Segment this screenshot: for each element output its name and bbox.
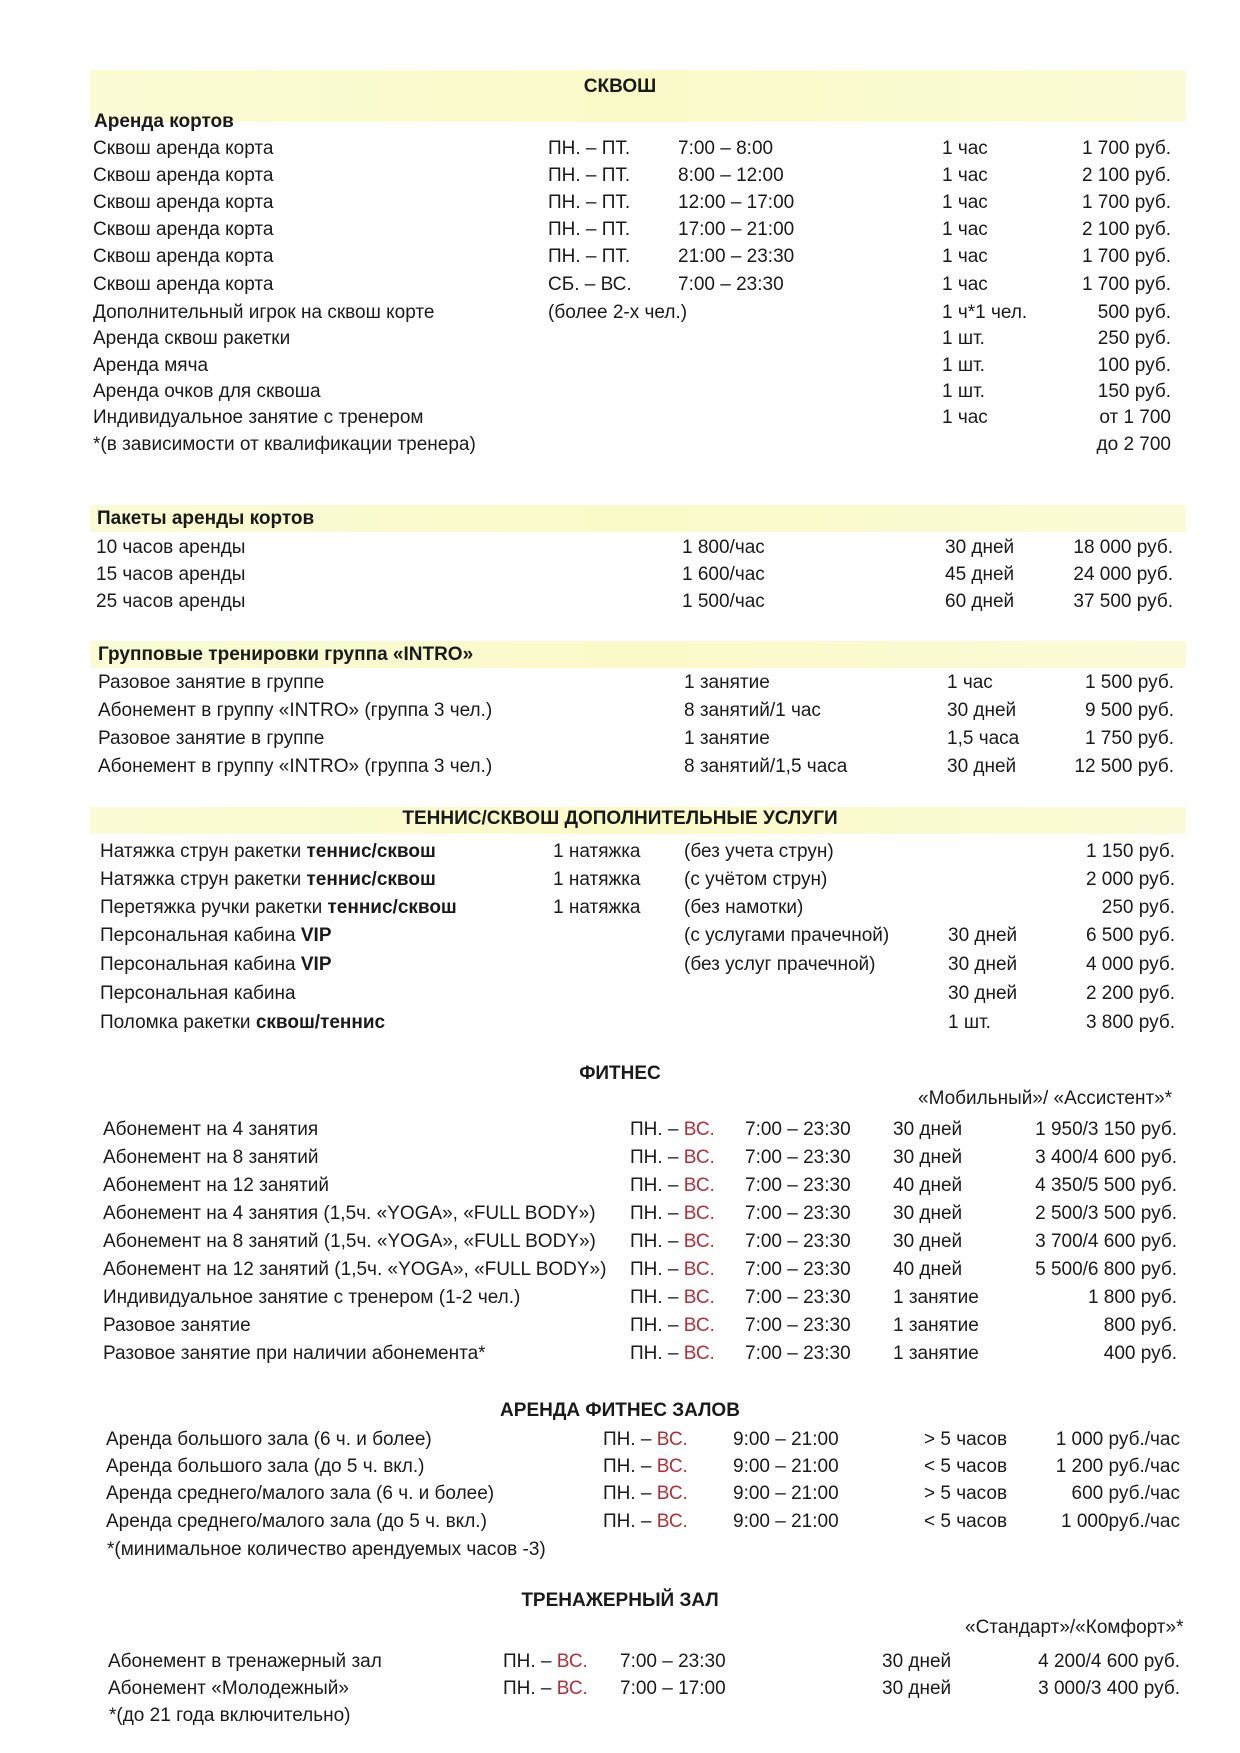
days-start: ПН. – xyxy=(630,1287,684,1308)
row-period: 30 дней xyxy=(893,1203,963,1224)
table-row xyxy=(0,1172,1240,1200)
row-name: Абонемент на 8 занятий (1,5ч. «YOGA», «FULL BODY») xyxy=(103,1231,596,1252)
table-row xyxy=(0,162,1240,190)
row-rate: 1 800/час xyxy=(682,537,765,558)
row-time: 9:00 – 21:00 xyxy=(733,1456,839,1477)
table-row xyxy=(0,922,1240,950)
table-row xyxy=(0,135,1240,163)
days-end: ВС. xyxy=(556,1678,588,1699)
row-days xyxy=(603,1480,688,1508)
row-duration: 1 шт. xyxy=(942,328,985,349)
row-name: Абонемент на 8 занятий xyxy=(103,1147,319,1168)
row-time: 7:00 – 8:00 xyxy=(678,138,774,159)
row-days xyxy=(630,1312,715,1340)
table-row xyxy=(0,1648,1240,1676)
row-time: 9:00 – 21:00 xyxy=(733,1483,839,1504)
days-start: ПН. – xyxy=(630,1259,684,1280)
row-name: Индивидуальное занятие с тренером xyxy=(93,407,424,428)
table-row xyxy=(0,404,1240,432)
row-days xyxy=(603,1508,688,1536)
row-period: 30 дней xyxy=(893,1147,963,1168)
row-price: 1 500 руб. xyxy=(1084,672,1174,693)
row-time: 17:00 – 21:00 xyxy=(678,219,795,240)
row-name: Аренда большого зала (до 5 ч. вкл.) xyxy=(106,1456,425,1477)
footnote: *(до 21 года включительно) xyxy=(109,1705,351,1726)
row-note: (без намотки) xyxy=(684,897,804,918)
section-title-squash: СКВОШ xyxy=(583,76,657,97)
row-price: 2 500/3 500 руб. xyxy=(1035,1203,1177,1224)
row-duration: 1 шт. xyxy=(942,381,985,402)
row-days xyxy=(603,1453,688,1481)
row-price: 800 руб. xyxy=(1103,1315,1177,1336)
table-row xyxy=(0,1116,1240,1144)
table-row xyxy=(0,697,1240,725)
column-note: «Мобильный»/ «Ассистент»* xyxy=(918,1088,1173,1109)
row-price: 1 800 руб. xyxy=(1087,1287,1177,1308)
row-name: Сквош аренда корта xyxy=(93,138,274,159)
days-start: ПН. – xyxy=(603,1429,657,1450)
days-end: ВС. xyxy=(556,1651,588,1672)
row-name-bold: сквош/теннис xyxy=(255,1012,386,1033)
row-name: Разовое занятие в группе xyxy=(98,728,325,749)
table-row xyxy=(0,1340,1240,1368)
row-time: 21:00 – 23:30 xyxy=(678,246,795,267)
row-name: Сквош аренда корта xyxy=(93,219,274,240)
row-days: ПН. – ПТ. xyxy=(548,246,631,267)
row-quantity: 8 занятий/1,5 часа xyxy=(684,756,848,777)
row-quantity: 1 натяжка xyxy=(553,841,641,862)
days-start: ПН. – xyxy=(630,1231,684,1252)
row-period: 1 занятие xyxy=(893,1287,979,1308)
row-name: Аренда сквош ракетки xyxy=(93,328,291,349)
row-name: Абонемент на 4 занятия xyxy=(103,1119,319,1140)
row-condition: > 5 часов xyxy=(924,1483,1008,1504)
subsection-title: Групповые тренировки группа «INTRO» xyxy=(98,644,474,665)
row-name xyxy=(100,838,436,866)
row-quantity: 8 занятий/1 час xyxy=(684,700,821,721)
row-price: 5 500/6 800 руб. xyxy=(1035,1259,1177,1280)
table-row xyxy=(0,534,1240,562)
row-time: 7:00 – 23:30 xyxy=(745,1231,851,1252)
table-row xyxy=(0,189,1240,217)
table-row xyxy=(0,1453,1240,1481)
row-quantity: 1 натяжка xyxy=(553,897,641,918)
row-days: (более 2-х чел.) xyxy=(548,302,688,323)
table-row xyxy=(0,1480,1240,1508)
row-price: 1 700 руб. xyxy=(1081,192,1171,213)
row-name: Разовое занятие xyxy=(103,1315,251,1336)
row-price: 500 руб. xyxy=(1097,302,1171,323)
row-name: Абонемент на 4 занятия (1,5ч. «YOGA», «FULL BODY») xyxy=(103,1203,596,1224)
days-start: ПН. – xyxy=(630,1147,684,1168)
days-start: ПН. – xyxy=(503,1651,557,1672)
row-price: 1 950/3 150 руб. xyxy=(1035,1119,1177,1140)
table-row xyxy=(0,325,1240,353)
row-price: 1 700 руб. xyxy=(1081,246,1171,267)
row-name: Аренда большого зала (6 ч. и более) xyxy=(106,1429,432,1450)
section-title-fitness: ФИТНЕС xyxy=(579,1063,661,1084)
table-row xyxy=(0,725,1240,753)
row-days xyxy=(503,1648,588,1676)
row-price: 3 400/4 600 руб. xyxy=(1035,1147,1177,1168)
row-time: 7:00 – 23:30 xyxy=(745,1315,851,1336)
row-period: 45 дней xyxy=(945,564,1015,585)
row-period: 30 дней xyxy=(947,700,1017,721)
table-row xyxy=(0,243,1240,271)
row-name-bold: VIP xyxy=(300,925,332,946)
row-time: 7:00 – 23:30 xyxy=(745,1175,851,1196)
row-period: 30 дней xyxy=(948,925,1018,946)
row-name-main: Персональная кабина xyxy=(100,925,301,946)
table-row xyxy=(0,980,1240,1008)
row-time: 7:00 – 23:30 xyxy=(745,1343,851,1364)
row-period: 1 занятие xyxy=(893,1315,979,1336)
days-end: ВС. xyxy=(683,1147,715,1168)
days-end: ВС. xyxy=(683,1343,715,1364)
table-row xyxy=(0,561,1240,589)
row-price: 2 100 руб. xyxy=(1081,219,1171,240)
row-name: *(в зависимости от квалификации тренера) xyxy=(93,434,476,455)
row-name: Абонемент на 12 занятий (1,5ч. «YOGA», «FULL BODY») xyxy=(103,1259,607,1280)
row-name xyxy=(100,866,436,894)
row-price: 12 500 руб. xyxy=(1074,756,1174,777)
row-price: 37 500 руб. xyxy=(1073,591,1173,612)
row-rate: 1 500/час xyxy=(682,591,765,612)
row-period: 1 шт. xyxy=(948,1012,991,1033)
row-name-main: Поломка ракетки xyxy=(100,1012,256,1033)
row-price: 3 700/4 600 руб. xyxy=(1035,1231,1177,1252)
row-days: ПН. – ПТ. xyxy=(548,165,631,186)
row-time: 7:00 – 23:30 xyxy=(745,1287,851,1308)
row-days xyxy=(630,1200,715,1228)
row-time: 7:00 – 23:30 xyxy=(745,1259,851,1280)
table-row xyxy=(0,1675,1240,1703)
row-period: 60 дней xyxy=(945,591,1015,612)
days-start: ПН. – xyxy=(630,1175,684,1196)
table-row xyxy=(0,216,1240,244)
row-price: 1 200 руб./час xyxy=(1055,1456,1180,1477)
row-time: 8:00 – 12:00 xyxy=(678,165,784,186)
row-name: Разовое занятие в группе xyxy=(98,672,325,693)
row-price: 3 000/3 400 руб. xyxy=(1038,1678,1180,1699)
row-price: 250 руб. xyxy=(1101,897,1175,918)
days-end: ВС. xyxy=(656,1511,688,1532)
row-price: 3 800 руб. xyxy=(1085,1012,1175,1033)
row-name-main: Перетяжка ручки ракетки xyxy=(100,897,328,918)
row-period: 40 дней xyxy=(893,1175,963,1196)
row-price: 9 500 руб. xyxy=(1084,700,1174,721)
days-start: ПН. – xyxy=(603,1511,657,1532)
row-time: 7:00 – 23:30 xyxy=(745,1203,851,1224)
row-duration: 1 час xyxy=(942,274,988,295)
row-time: 9:00 – 21:00 xyxy=(733,1511,839,1532)
days-end: ВС. xyxy=(656,1429,688,1450)
row-name: Дополнительный игрок на сквош корте xyxy=(93,302,435,323)
column-note: «Стандарт»/«Комфорт»* xyxy=(965,1617,1184,1638)
row-period: 30 дней xyxy=(948,954,1018,975)
row-duration: 1 час xyxy=(942,192,988,213)
row-period: 30 дней xyxy=(945,537,1015,558)
row-name xyxy=(100,980,296,1008)
row-note: (без учета струн) xyxy=(684,841,834,862)
row-name: Аренда среднего/малого зала (до 5 ч. вкл.) xyxy=(106,1511,487,1532)
row-price: 2 100 руб. xyxy=(1081,165,1171,186)
table-row xyxy=(0,753,1240,781)
row-price: 100 руб. xyxy=(1097,355,1171,376)
table-row xyxy=(0,352,1240,380)
table-row xyxy=(0,1312,1240,1340)
row-days xyxy=(630,1340,715,1368)
row-quantity: 1 занятие xyxy=(684,672,770,693)
row-name: Сквош аренда корта xyxy=(93,165,274,186)
row-days: СБ. – ВС. xyxy=(548,274,632,295)
row-price: 1 700 руб. xyxy=(1081,138,1171,159)
row-days xyxy=(630,1284,715,1312)
row-time: 7:00 – 23:30 xyxy=(745,1147,851,1168)
row-name: Сквош аренда корта xyxy=(93,274,274,295)
row-time: 7:00 – 23:30 xyxy=(678,274,784,295)
row-name-main: Персональная кабина xyxy=(100,954,301,975)
footnote: *(минимальное количество арендуемых часов -3) xyxy=(107,1539,546,1560)
row-price: до 2 700 xyxy=(1096,434,1171,455)
row-duration: 1 ч*1 чел. xyxy=(942,302,1028,323)
row-name: Индивидуальное занятие с тренером (1-2 чел.) xyxy=(103,1287,521,1308)
row-name: 15 часов аренды xyxy=(96,564,246,585)
row-days xyxy=(630,1228,715,1256)
row-price: 24 000 руб. xyxy=(1073,564,1173,585)
row-name-main: Натяжка струн ракетки xyxy=(100,841,307,862)
table-row xyxy=(0,588,1240,616)
row-days xyxy=(630,1172,715,1200)
table-row xyxy=(0,431,1240,459)
days-end: ВС. xyxy=(683,1259,715,1280)
row-price: 4 000 руб. xyxy=(1085,954,1175,975)
row-name xyxy=(100,894,457,922)
row-price: 18 000 руб. xyxy=(1073,537,1173,558)
row-name-main: Персональная кабина xyxy=(100,983,296,1004)
row-name: Абонемент «Молодежный» xyxy=(108,1678,349,1699)
row-name-bold: теннис/сквош xyxy=(306,841,436,862)
row-duration: 1 час xyxy=(942,407,988,428)
days-end: ВС. xyxy=(683,1175,715,1196)
row-note: (с учётом струн) xyxy=(684,869,828,890)
row-name-bold: теннис/сквош xyxy=(306,869,436,890)
row-days xyxy=(630,1116,715,1144)
row-condition: > 5 часов xyxy=(924,1429,1008,1450)
table-row xyxy=(0,378,1240,406)
table-row xyxy=(0,1426,1240,1454)
row-condition: < 5 часов xyxy=(924,1511,1008,1532)
table-row xyxy=(0,1508,1240,1536)
row-time: 9:00 – 21:00 xyxy=(733,1429,839,1450)
row-price: 1 000руб./час xyxy=(1060,1511,1180,1532)
row-period: 30 дней xyxy=(947,756,1017,777)
row-note: (без услуг прачечной) xyxy=(684,954,876,975)
row-condition: < 5 часов xyxy=(924,1456,1008,1477)
row-price: 4 200/4 600 руб. xyxy=(1038,1651,1180,1672)
table-row xyxy=(0,1256,1240,1284)
section-title-halls: АРЕНДА ФИТНЕС ЗАЛОВ xyxy=(500,1400,740,1421)
row-price: 1 750 руб. xyxy=(1084,728,1174,749)
row-name: Аренда мяча xyxy=(93,355,209,376)
days-start: ПН. – xyxy=(630,1343,684,1364)
table-row xyxy=(0,1144,1240,1172)
row-name xyxy=(100,922,332,950)
row-period: 30 дней xyxy=(893,1231,963,1252)
row-period: 1 занятие xyxy=(893,1343,979,1364)
row-time: 7:00 – 23:30 xyxy=(620,1651,726,1672)
row-quantity: 1 занятие xyxy=(684,728,770,749)
row-name xyxy=(100,951,332,979)
table-row xyxy=(0,1200,1240,1228)
row-name-main: Натяжка струн ракетки xyxy=(100,869,307,890)
row-quantity: 1 натяжка xyxy=(553,869,641,890)
row-duration: 1 час xyxy=(942,165,988,186)
days-end: ВС. xyxy=(683,1203,715,1224)
row-name-bold: теннис/сквош xyxy=(327,897,457,918)
row-name: 10 часов аренды xyxy=(96,537,246,558)
row-days xyxy=(503,1675,588,1703)
row-name: 25 часов аренды xyxy=(96,591,246,612)
days-start: ПН. – xyxy=(630,1315,684,1336)
row-time: 7:00 – 17:00 xyxy=(620,1678,726,1699)
row-days xyxy=(630,1144,715,1172)
days-start: ПН. – xyxy=(603,1483,657,1504)
row-days: ПН. – ПТ. xyxy=(548,219,631,240)
days-end: ВС. xyxy=(683,1315,715,1336)
table-row xyxy=(0,271,1240,299)
section-title-extra: ТЕННИС/СКВОШ ДОПОЛНИТЕЛЬНЫЕ УСЛУГИ xyxy=(402,808,838,829)
table-row xyxy=(0,1009,1240,1037)
row-price: 1 150 руб. xyxy=(1085,841,1175,862)
table-row xyxy=(0,1284,1240,1312)
row-period: 1 час xyxy=(947,672,993,693)
row-period: 30 дней xyxy=(882,1651,952,1672)
row-time: 7:00 – 23:30 xyxy=(745,1119,851,1140)
row-price: 2 200 руб. xyxy=(1085,983,1175,1004)
table-row xyxy=(0,669,1240,697)
table-row xyxy=(0,1228,1240,1256)
row-days xyxy=(603,1426,688,1454)
days-start: ПН. – xyxy=(503,1678,557,1699)
row-period: 30 дней xyxy=(882,1678,952,1699)
row-note: (с услугами прачечной) xyxy=(684,925,890,946)
row-price: 150 руб. xyxy=(1097,381,1171,402)
row-name: Разовое занятие при наличии абонемента* xyxy=(103,1343,486,1364)
days-end: ВС. xyxy=(683,1231,715,1252)
row-name: Абонемент в группу «INTRO» (группа 3 чел.) xyxy=(98,700,493,721)
row-price: 1 700 руб. xyxy=(1081,274,1171,295)
row-duration: 1 час xyxy=(942,138,988,159)
row-duration: 1 час xyxy=(942,219,988,240)
row-price: 2 000 руб. xyxy=(1085,869,1175,890)
row-name: Сквош аренда корта xyxy=(93,192,274,213)
row-name: Аренда очков для сквоша xyxy=(93,381,321,402)
row-duration: 1 шт. xyxy=(942,355,985,376)
row-rate: 1 600/час xyxy=(682,564,765,585)
row-duration: 1 час xyxy=(942,246,988,267)
row-days xyxy=(630,1256,715,1284)
table-row xyxy=(0,838,1240,866)
table-row xyxy=(0,894,1240,922)
table-row xyxy=(0,299,1240,327)
table-row xyxy=(0,951,1240,979)
row-name: Абонемент в группу «INTRO» (группа 3 чел.) xyxy=(98,756,493,777)
row-name: Абонемент в тренажерный зал xyxy=(108,1651,382,1672)
row-name: Аренда среднего/малого зала (6 ч. и более) xyxy=(106,1483,495,1504)
row-days: ПН. – ПТ. xyxy=(548,192,631,213)
days-end: ВС. xyxy=(656,1483,688,1504)
section-title-gym: ТРЕНАЖЕРНЫЙ ЗАЛ xyxy=(521,1590,719,1611)
row-price: 600 руб./час xyxy=(1071,1483,1180,1504)
row-price: 1 000 руб./час xyxy=(1055,1429,1180,1450)
days-end: ВС. xyxy=(683,1119,715,1140)
row-name xyxy=(100,1009,385,1037)
row-price: 250 руб. xyxy=(1097,328,1171,349)
row-name-bold: VIP xyxy=(300,954,332,975)
row-name: Сквош аренда корта xyxy=(93,246,274,267)
row-period: 40 дней xyxy=(893,1259,963,1280)
row-period: 30 дней xyxy=(948,983,1018,1004)
subsection-title: Аренда кортов xyxy=(94,111,234,132)
table-row xyxy=(0,866,1240,894)
row-price: 400 руб. xyxy=(1103,1343,1177,1364)
subsection-title: Пакеты аренды кортов xyxy=(97,508,315,529)
days-start: ПН. – xyxy=(603,1456,657,1477)
days-start: ПН. – xyxy=(630,1119,684,1140)
row-period: 1,5 часа xyxy=(947,728,1020,749)
days-end: ВС. xyxy=(683,1287,715,1308)
days-end: ВС. xyxy=(656,1456,688,1477)
row-period: 30 дней xyxy=(893,1119,963,1140)
row-price: от 1 700 xyxy=(1099,407,1171,428)
row-days: ПН. – ПТ. xyxy=(548,138,631,159)
row-price: 4 350/5 500 руб. xyxy=(1035,1175,1177,1196)
days-start: ПН. – xyxy=(630,1203,684,1224)
row-time: 12:00 – 17:00 xyxy=(678,192,795,213)
row-name: Абонемент на 12 занятий xyxy=(103,1175,330,1196)
row-price: 6 500 руб. xyxy=(1085,925,1175,946)
